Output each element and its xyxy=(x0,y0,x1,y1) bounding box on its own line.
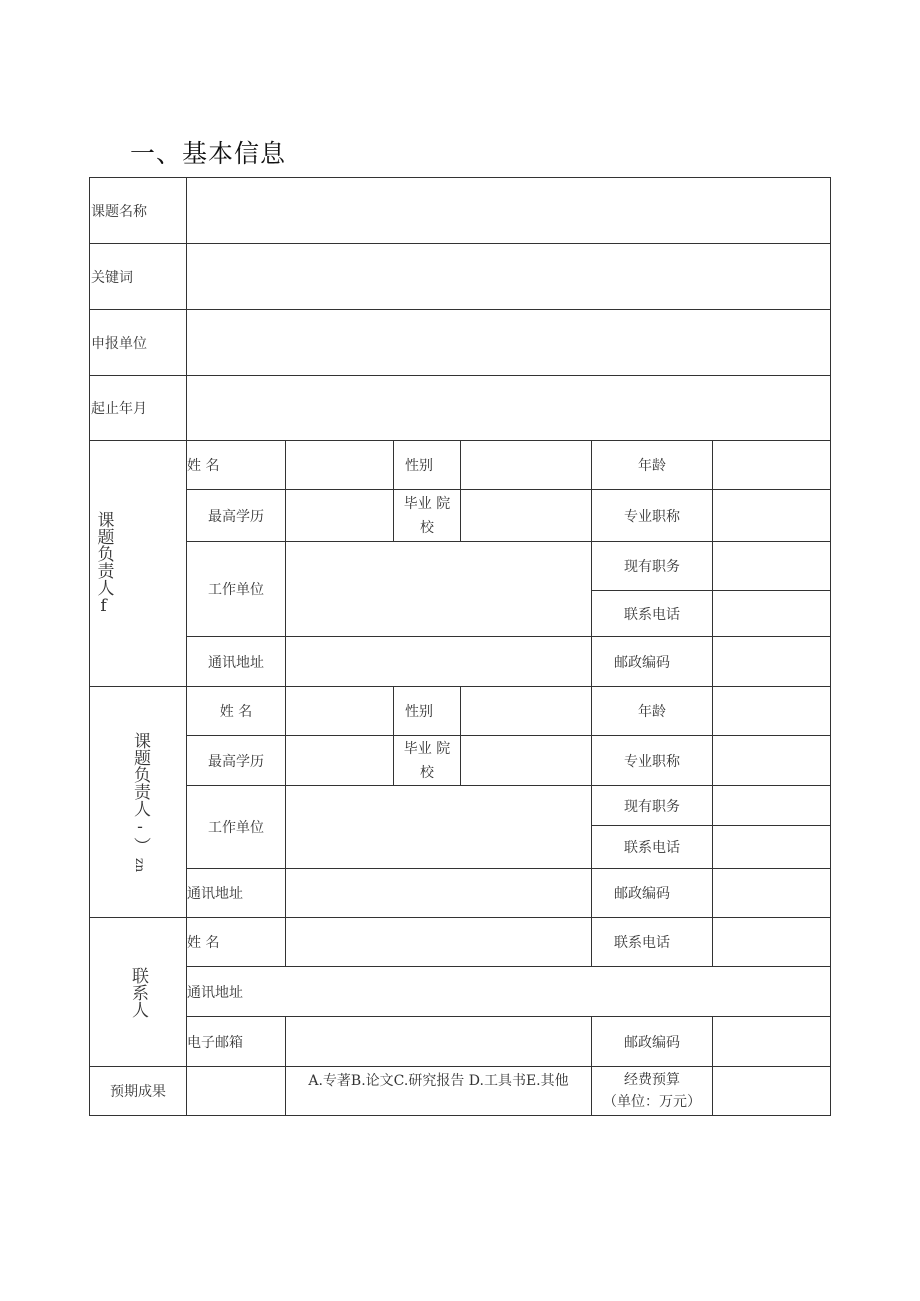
title-label: 课题名称 xyxy=(91,203,147,220)
page-title: 一、基本信息 xyxy=(130,139,287,168)
leader1-section-label: 课题负责人f xyxy=(93,511,114,616)
unit-label: 申报单位 xyxy=(91,335,147,352)
leader2-zip-input[interactable] xyxy=(713,869,830,917)
title-input[interactable] xyxy=(187,178,829,243)
leader1-address-label: 通讯地址 xyxy=(208,654,264,671)
leader2-address-label: 通讯地址 xyxy=(187,886,243,902)
period-input[interactable] xyxy=(187,376,829,440)
leader2-title-input[interactable] xyxy=(713,736,830,785)
leader1-work-label: 工作单位 xyxy=(208,582,264,598)
leader2-work-input[interactable] xyxy=(286,786,591,868)
leader1-age-label: 年龄 xyxy=(638,458,666,474)
leader2-age-label: 年龄 xyxy=(638,704,666,720)
leader2-age-input[interactable] xyxy=(713,687,830,735)
leader1-zip-input[interactable] xyxy=(713,637,830,686)
leader1-address-input[interactable] xyxy=(286,637,591,686)
contact-phone-label: 联系电话 xyxy=(614,935,670,951)
leader2-work-label: 工作单位 xyxy=(208,820,264,836)
leader2-post-input[interactable] xyxy=(713,786,830,825)
leader1-title-input[interactable] xyxy=(713,490,830,541)
contact-email-input[interactable] xyxy=(286,1017,591,1066)
leader1-name-input[interactable] xyxy=(286,441,393,489)
leader1-gender-input[interactable] xyxy=(461,441,591,489)
leader2-name-label: 姓 名 xyxy=(219,704,253,720)
leader2-gender-input[interactable] xyxy=(461,687,591,735)
leader2-section-label: 课题负责人-） zn xyxy=(130,731,150,873)
leader2-title-label: 专业职称 xyxy=(624,753,680,770)
contact-zip-label: 邮政编码 xyxy=(624,1034,680,1051)
leader1-post-input[interactable] xyxy=(713,542,830,590)
contact-section-label: 联系人 xyxy=(128,966,148,1018)
leader2-name-input[interactable] xyxy=(286,687,393,735)
leader2-phone-input[interactable] xyxy=(713,826,830,868)
contact-name-label: 姓 名 xyxy=(187,935,220,951)
leader1-phone-label: 联系电话 xyxy=(624,606,680,623)
leader1-name-label: 姓 名 xyxy=(187,458,220,474)
contact-email-label: 电子邮箱 xyxy=(187,1034,243,1051)
leader2-post-label: 现有职务 xyxy=(624,798,680,815)
leader2-gender-label: 性别 xyxy=(405,704,433,720)
contact-address-label: 通讯地址 xyxy=(187,984,243,1001)
result-options: A.专著B.论文C.研究报告 D.工具书E.其他 xyxy=(308,1073,569,1089)
leader2-edu-label: 最高学历 xyxy=(208,753,264,770)
result-choice-input[interactable] xyxy=(187,1067,285,1115)
leader1-phone-input[interactable] xyxy=(713,591,830,636)
leader2-edu-input[interactable] xyxy=(286,736,393,785)
leader2-phone-label: 联系电话 xyxy=(624,840,680,856)
leader2-address-input[interactable] xyxy=(286,869,591,917)
leader1-gender-label: 性别 xyxy=(405,458,433,474)
leader2-school-input[interactable] xyxy=(461,736,591,785)
unit-input[interactable] xyxy=(187,310,829,375)
leader1-age-input[interactable] xyxy=(713,441,830,489)
contact-name-input[interactable] xyxy=(286,918,591,966)
period-label: 起止年月 xyxy=(91,401,147,417)
keywords-input[interactable] xyxy=(187,244,829,309)
contact-address-input[interactable] xyxy=(286,967,830,1016)
leader1-zip-label: 邮政编码 xyxy=(614,654,670,671)
leader1-school-label: 毕业 院 校 xyxy=(403,495,451,536)
leader1-school-input[interactable] xyxy=(461,490,591,541)
leader2-school-label: 毕业 院 校 xyxy=(403,740,451,781)
leader1-work-input[interactable] xyxy=(286,542,591,636)
contact-phone-input[interactable] xyxy=(713,918,830,966)
result-label: 预期成果 xyxy=(110,1084,166,1100)
leader1-edu-label: 最高学历 xyxy=(208,508,264,525)
budget-input[interactable] xyxy=(713,1067,830,1115)
contact-zip-input[interactable] xyxy=(713,1017,830,1066)
leader1-edu-input[interactable] xyxy=(286,490,393,541)
keywords-label: 关键词 xyxy=(91,269,133,286)
budget-label: 经费预算 （单位：万元） xyxy=(603,1072,701,1110)
leader1-post-label: 现有职务 xyxy=(624,559,680,575)
leader2-zip-label: 邮政编码 xyxy=(614,886,670,902)
leader1-title-label: 专业职称 xyxy=(624,508,680,525)
